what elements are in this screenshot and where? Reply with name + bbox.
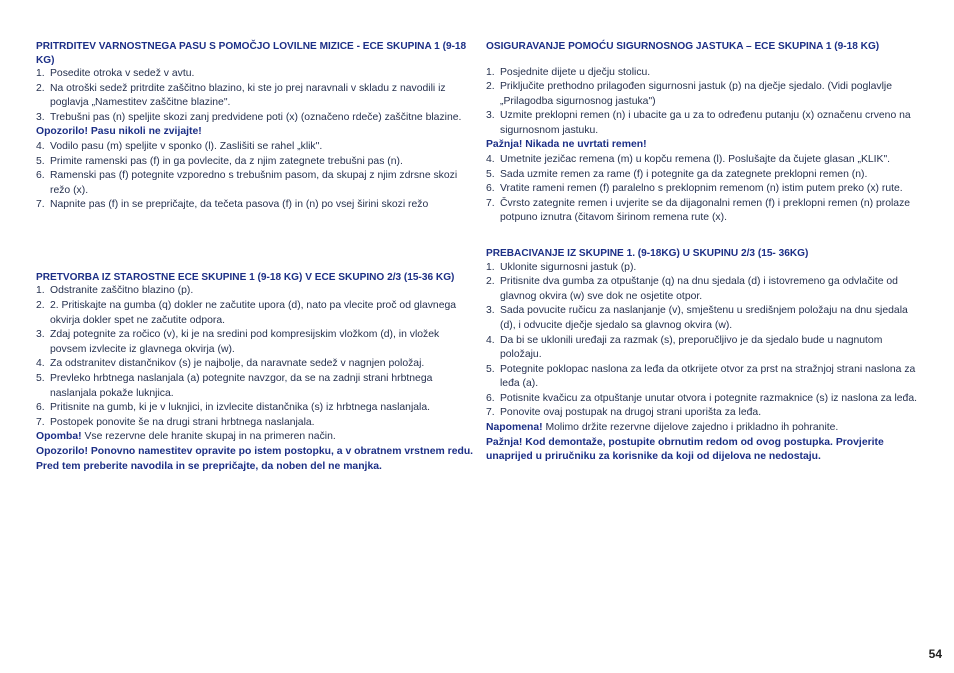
note-text: Vse rezervne dele hranite skupaj in na primeren način. [81,431,336,443]
page-number: 54 [928,647,942,661]
section-heading-impact-shield: OSIGURAVANJE POMOĆU SIGURNOSNOG JASTUKA – ECE SKUPINA 1 (9-18 KG) [486,41,880,52]
right-column [486,40,918,465]
list-item: 2. 2. Pritiskajte na gumba (q) dokler ne začutite upora (d), nato pa vlecite proč od glavnega okvirja dokler spet ne začutite odpora. [36,300,457,326]
list-item: 7. Napnite pas (f) in se prepričajte, da tečeta pasova (f) in (n) po vsej širini skozi režo [36,199,429,211]
list-item: 3. Sada povucite ručicu za naslanjanje (v), smještenu u središnjem položaju na dnu sjedala (d), i odvucite dječje sjedalo sa glavnog okvira (w). [486,305,908,331]
list-item: 4. Umetnite jezičac remena (m) u kopču remena (l). Poslušajte da čujete glasan „KLIK". [486,154,891,166]
list-item: 2. Pritisnite dva gumba za otpuštanje (q) na dnu sjedala (d) i istovremeno ga odvlačite od glavnog okvira (w) sve dok ne osjetite otpor. [486,276,898,302]
steps-list [486,66,918,139]
list-item: 6. Vratite rameni remen (f) paralelno s preklopnim remenom (n) istim putem preko (x) rute. [486,183,903,195]
list-item: 7. Ponovite ovaj postupak na drugoj strani uporišta za leđa. [486,407,762,419]
list-item: 5. Potegnite poklopac naslona za leđa da otkrijete otvor za prst na stražnjoj strani naslona za leđa (a). [486,363,916,390]
list-item: 2. Na otroški sedež pritrdite zaščitno blazino, ki ste jo prej naravnali v skladu z navodili iz poglavja „Namestitev zaščitne blazine". [36,82,446,109]
list-item: 6. Pritisnite na gumb, ki je v luknjici, in izvlecite distančnika (s) iz hrbtnega naslanjala. [36,402,431,414]
list-item: 1. Posedite otroka v sedež v avtu. [36,68,195,79]
warning-text: Opozorilo! Ponovno namestitev opravite po istem postopku, a v obratnem vrstnem redu. Pred tem preberite navodila in se prepričajte, da noben del ne manjka. [36,445,474,472]
list-item: 2. Priključite prethodno prilagođen sigurnosni jastuk (p) na dječje sjedalo. (Vidi poglavlje „Prilagodba sigurnosnog jastuka") [486,81,892,107]
note [486,421,918,436]
list-item: 5. Sada uzmite remen za rame (f) i potegnite ga da zategnete preklopni remen (n). [486,168,868,180]
list-item: 5. Prevleko hrbtnega naslanjala (a) potegnite navzgor, da se na zadnji strani hrbtnega naslanjala pokaže luknjica. [36,373,433,399]
list-item: 1. Odstranite zaščitno blazino (p). [36,285,194,297]
list-item: 7. Postopek ponovite še na drugi strani hrbtnega naslanjala. [36,416,315,428]
section-heading-conversion: PRETVORBA IZ STAROSTNE ECE SKUPINE 1 (9-18 KG) V ECE SKUPINO 2/3 (15-36 KG) [36,271,455,283]
list-item: 7. Čvrsto zategnite remen i uvjerite se da dijagonalni remen (f) i preklopni remen (n) prolaze potpuno iznutra (čitavom širinom remena rute (x). [486,197,911,224]
steps-list [486,261,918,422]
section-heading-seatbelt-impact-shield: PRITRDITEV VARNOSTNEGA PASU S POMOČJO LOVILNE MIZICE - ECE SKUPINA 1 (9-18 KG) [36,41,467,66]
warning-text: Pažnja! Nikada ne uvrtati remen! [486,139,647,151]
steps-list [36,284,474,430]
list-item: 1. Posjednite dijete u dječju stolicu. [486,66,651,78]
steps-list [486,153,918,226]
list-item: 4. Da bi se uklonili uređaji za razmak (s), preporučljivo je da sjedalo bude u nagnutom položaju. [486,334,883,361]
list-item: 3. Zdaj potegnite za ročico (v), ki je na sredini pod kompresijskim vložkom (d), in vložek povsem izvlecite iz glavnega okvirja (w). [36,329,440,355]
list-item: 4. Vodilo pasu (m) speljite v sponko (l). Zaslišiti se rahel „klik". [36,140,323,152]
note-label: Napomena! [486,422,543,434]
note-label: Opomba! [36,431,82,443]
list-item: 6. Ramenski pas (f) potegnite vzporedno s trebušnim pasom, da skupaj z njim zdrsne skozi režo (x). [36,170,458,196]
list-item: 3. Uzmite preklopni remen (n) i ubacite ga u za to određenu putanju (x) označenu crveno na sigurnosnom jastuku. [486,110,911,136]
list-item: 6. Potisnite kvačicu za otpuštanje unutar otvora i potegnite razmaknice (s) iz naslona za leđa. [486,392,918,404]
list-item: 1. Uklonite sigurnosni jastuk (p). [486,261,637,273]
warning-text: Pažnja! Kod demontaže, postupite obrnutim redom od ovog postupka. Provjerite unaprijed u priručniku za korisnike da koji od dijelova ne nedostaju. [486,436,884,463]
section-heading-conversion: PREBACIVANJE IZ SKUPINE 1. (9-18KG) U SKUPINU 2/3 (15- 36KG) [486,248,809,260]
list-item: 5. Primite ramenski pas (f) in ga povlecite, da z njim zategnete trebušni pas (n). [36,155,403,167]
note-text: Molimo držite rezervne dijelove zajedno i prikladno ih pohranite. [542,422,839,434]
steps-list [36,67,474,125]
warning-text: Opozorilo! Pasu nikoli ne zvijajte! [36,126,202,138]
list-item: 3. Trebušni pas (n) speljite skozi zanj predvidene poti (x) (označeno rdeče) zaščitne blazine. [36,111,462,123]
list-item: 4. Za odstranitev distančnikov (s) je najbolje, da naravnate sedež v nagnjen položaj. [36,358,425,370]
left-column [36,40,474,474]
note [36,430,474,445]
steps-list [36,140,474,213]
